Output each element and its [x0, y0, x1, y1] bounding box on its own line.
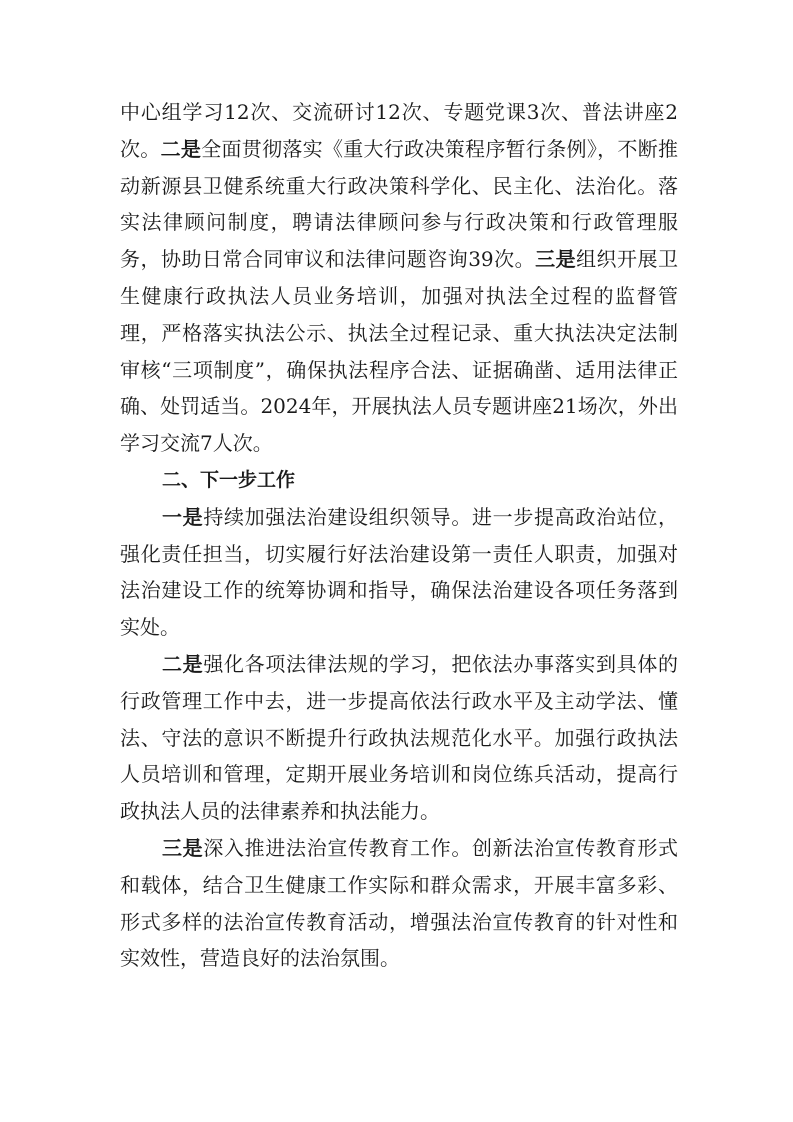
paragraph-lead: 二是: [160, 136, 202, 161]
next-step-paragraph-2: [120, 646, 678, 830]
next-step-paragraph-3: [120, 830, 678, 977]
paragraph-summary: [120, 94, 678, 462]
paragraph-text: 中心组学习12次、交流研讨12次、专题党课3次、普法讲座2次。: [120, 100, 678, 161]
paragraph-text: 强化各项法律法规的学习，把依法办事落实到具体的行政管理工作中去，进一步提高依法行政水平及主动学法、懂法、守法的意识不断提升行政执法规范化水平。加强行政执法人员培训和管理，定期开展业务培训和岗位练兵活动，提高行政执法人员的法律素养和执法能力。: [120, 651, 679, 824]
document-body: [120, 94, 678, 977]
next-step-paragraph-1: [120, 499, 678, 646]
paragraph-lead: 一是: [162, 504, 204, 529]
paragraph-text: 全面贯彻落实《重大行政决策程序暂行条例》，不断推动新源县卫健系统重大行政决策科学化、民主化、法治化。落实法律顾问制度，聘请法律顾问参与行政决策和行政管理服务，协助日常合同审议和法律问题咨询39次。: [120, 136, 679, 272]
paragraph-lead: 三是: [162, 835, 204, 860]
paragraph-lead: 三是: [535, 247, 577, 272]
paragraph-text: 组织开展卫生健康行政执法人员业务培训，加强对执法全过程的监督管理，严格落实执法公示、执法全过程记录、重大执法决定法制审核“三项制度”，确保执法程序合法、证据确凿、适用法律正确、处罚适当。2024年，开展执法人员专题讲座21场次，外出学习交流7人次。: [120, 247, 679, 456]
section-heading: 二、下一步工作: [162, 468, 296, 491]
paragraph-text: 持续加强法治建设组织领导。进一步提高政治站位，强化责任担当，切实履行好法治建设第一责任人职责，加强对法治建设工作的统筹协调和指导，确保法治建设各项任务落到实处。: [120, 504, 679, 640]
paragraph-lead: 二是: [162, 651, 204, 676]
paragraph-text: 深入推进法治宣传教育工作。创新法治宣传教育形式和载体，结合卫生健康工作实际和群众需求，开展丰富多彩、形式多样的法治宣传教育活动，增强法治宣传教育的针对性和实效性，营造良好的法治氛围。: [120, 835, 679, 971]
